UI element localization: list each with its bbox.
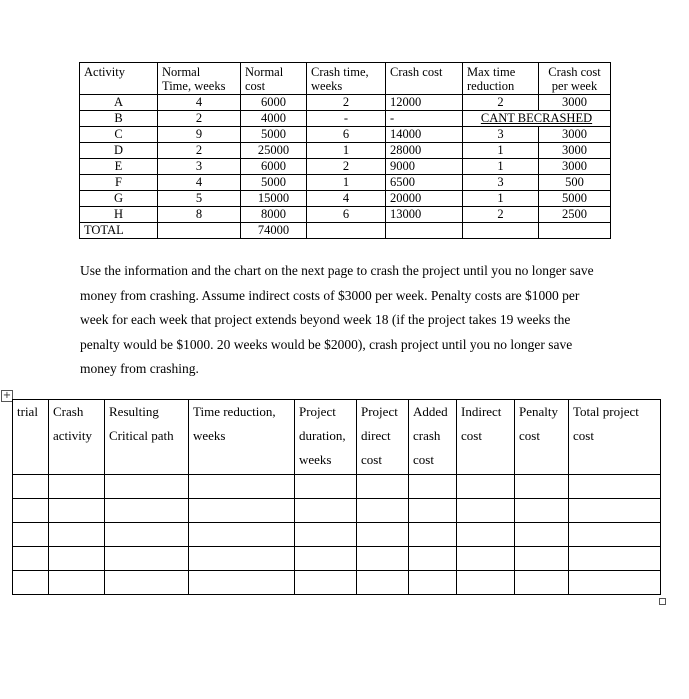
total-empty-cell [386, 223, 463, 239]
empty-cell[interactable] [357, 547, 409, 571]
empty-cell[interactable] [105, 523, 189, 547]
cell-activity: E [80, 159, 158, 175]
header-crash-cost: Crash cost [386, 63, 463, 95]
cell-crash-time: 2 [307, 95, 386, 111]
empty-cell[interactable] [189, 523, 295, 547]
header-row [80, 63, 611, 95]
cell-activity: B [80, 111, 158, 127]
instructions-line: Use the information and the chart on the next page to crash the project until you no longer save [80, 263, 594, 278]
empty-cell[interactable] [13, 547, 49, 571]
total-empty-cell [463, 223, 539, 239]
table-row [80, 111, 611, 127]
cell-cost-per-week: 500 [539, 175, 611, 191]
empty-cell[interactable] [357, 499, 409, 523]
header-cost-per-week: Crash cost per week [539, 63, 611, 95]
cell-max-reduction: 2 [463, 95, 539, 111]
header-crash-activity: Crash activity [49, 400, 105, 475]
empty-cell[interactable] [515, 475, 569, 499]
cell-activity: G [80, 191, 158, 207]
empty-table-row [13, 571, 661, 595]
empty-cell[interactable] [295, 475, 357, 499]
crash-analysis-table [12, 399, 661, 595]
header-normal-cost: Normal cost [241, 63, 307, 95]
empty-table-row [13, 523, 661, 547]
empty-table-row [13, 547, 661, 571]
cell-crash-cost: 20000 [386, 191, 463, 207]
header-trial: trial [13, 400, 49, 475]
cell-crash-time: 2 [307, 159, 386, 175]
resize-handle-icon[interactable] [659, 598, 666, 605]
cell-activity: A [80, 95, 158, 111]
header-crash-time: Crash time, weeks [307, 63, 386, 95]
cell-normal-cost: 25000 [241, 143, 307, 159]
empty-cell[interactable] [409, 475, 457, 499]
header-indirect-cost: Indirect cost [457, 400, 515, 475]
cell-crash-time: 1 [307, 175, 386, 191]
header-project-direct-cost: Project direct cost [357, 400, 409, 475]
cell-normal-time: 4 [158, 95, 241, 111]
cell-max-reduction: 3 [463, 175, 539, 191]
header-total-project-cost: Total project cost [569, 400, 661, 475]
instructions-paragraph [80, 259, 620, 382]
cell-crash-cost: 12000 [386, 95, 463, 111]
cell-activity: C [80, 127, 158, 143]
empty-cell[interactable] [409, 499, 457, 523]
total-label: TOTAL [80, 223, 158, 239]
empty-cell[interactable] [189, 571, 295, 595]
total-row [80, 223, 611, 239]
cell-normal-cost: 6000 [241, 159, 307, 175]
empty-cell[interactable] [295, 547, 357, 571]
cell-normal-time: 4 [158, 175, 241, 191]
empty-cell[interactable] [13, 571, 49, 595]
cell-crash-time: 6 [307, 127, 386, 143]
empty-cell[interactable] [569, 547, 661, 571]
header-time-reduction: Time reduction, weeks [189, 400, 295, 475]
cell-cost-per-week: 2500 [539, 207, 611, 223]
empty-cell[interactable] [569, 571, 661, 595]
cell-normal-time: 3 [158, 159, 241, 175]
empty-cell[interactable] [295, 499, 357, 523]
cell-activity: F [80, 175, 158, 191]
cell-cost-per-week: 3000 [539, 95, 611, 111]
header-normal-time: Normal Time, weeks [158, 63, 241, 95]
empty-cell[interactable] [105, 475, 189, 499]
cell-activity: D [80, 143, 158, 159]
empty-cell[interactable] [49, 499, 105, 523]
table-row [80, 159, 611, 175]
empty-cell[interactable] [357, 475, 409, 499]
cell-cost-per-week: 3000 [539, 159, 611, 175]
table-row [80, 175, 611, 191]
cant-crash-note: CANT BECRASHED [480, 111, 593, 125]
cell-cant-crash [463, 111, 611, 127]
table-row [80, 143, 611, 159]
empty-cell[interactable] [457, 547, 515, 571]
cell-max-reduction: 1 [463, 143, 539, 159]
empty-cell[interactable] [49, 523, 105, 547]
empty-cell[interactable] [457, 475, 515, 499]
cell-crash-time: - [307, 111, 386, 127]
cell-cost-per-week: 5000 [539, 191, 611, 207]
cell-cost-per-week: 3000 [539, 127, 611, 143]
instructions-line: money from crashing. [80, 361, 199, 376]
empty-cell[interactable] [49, 571, 105, 595]
total-empty-cell [307, 223, 386, 239]
empty-cell[interactable] [515, 571, 569, 595]
empty-cell[interactable] [569, 475, 661, 499]
empty-cell[interactable] [105, 499, 189, 523]
total-empty-cell [539, 223, 611, 239]
empty-cell[interactable] [515, 523, 569, 547]
total-normal-cost: 74000 [241, 223, 307, 239]
cell-max-reduction: 1 [463, 191, 539, 207]
empty-cell[interactable] [189, 475, 295, 499]
table-row [80, 95, 611, 111]
cell-crash-cost: 6500 [386, 175, 463, 191]
empty-cell[interactable] [105, 547, 189, 571]
crash-table-header-row [13, 400, 661, 475]
empty-cell[interactable] [515, 499, 569, 523]
move-icon[interactable]: + [2, 390, 12, 401]
cell-normal-time: 2 [158, 111, 241, 127]
cell-normal-cost: 6000 [241, 95, 307, 111]
empty-cell[interactable] [295, 523, 357, 547]
cell-normal-cost: 5000 [241, 127, 307, 143]
activity-cost-table [79, 62, 611, 239]
cell-crash-cost: - [386, 111, 463, 127]
cell-activity: H [80, 207, 158, 223]
cell-normal-time: 5 [158, 191, 241, 207]
cell-cost-per-week: 3000 [539, 143, 611, 159]
empty-cell[interactable] [49, 547, 105, 571]
empty-cell[interactable] [515, 547, 569, 571]
header-max-reduction: Max time reduction [463, 63, 539, 95]
total-empty-cell [158, 223, 241, 239]
instructions-line: week for each week that project extends beyond week 18 (if the project takes 19 weeks the [80, 312, 571, 327]
header-project-duration: Project duration, weeks [295, 400, 357, 475]
table-row [80, 127, 611, 143]
cell-normal-cost: 8000 [241, 207, 307, 223]
empty-cell[interactable] [569, 523, 661, 547]
empty-cell[interactable] [457, 523, 515, 547]
empty-cell[interactable] [409, 547, 457, 571]
cell-normal-cost: 15000 [241, 191, 307, 207]
header-critical-path: Resulting Critical path [105, 400, 189, 475]
empty-cell[interactable] [189, 547, 295, 571]
header-added-crash-cost: Added crash cost [409, 400, 457, 475]
empty-cell[interactable] [13, 475, 49, 499]
cell-crash-time: 1 [307, 143, 386, 159]
header-activity: Activity [80, 63, 158, 95]
empty-table-row [13, 475, 661, 499]
empty-cell[interactable] [569, 499, 661, 523]
empty-cell[interactable] [457, 499, 515, 523]
cell-max-reduction: 2 [463, 207, 539, 223]
cell-crash-cost: 13000 [386, 207, 463, 223]
cell-normal-cost: 5000 [241, 175, 307, 191]
empty-cell[interactable] [457, 571, 515, 595]
empty-cell[interactable] [357, 571, 409, 595]
empty-cell[interactable] [13, 523, 49, 547]
instructions-line: penalty would be $1000. 20 weeks would be $2000), crash project until you no longer save [80, 336, 573, 352]
table-row [80, 207, 611, 223]
header-penalty-cost: Penalty cost [515, 400, 569, 475]
cell-crash-time: 6 [307, 207, 386, 223]
cell-crash-cost: 14000 [386, 127, 463, 143]
cell-max-reduction: 3 [463, 127, 539, 143]
empty-cell[interactable] [409, 571, 457, 595]
cell-normal-time: 8 [158, 207, 241, 223]
empty-cell[interactable] [295, 571, 357, 595]
cell-normal-time: 2 [158, 143, 241, 159]
empty-cell[interactable] [189, 499, 295, 523]
empty-cell[interactable] [357, 523, 409, 547]
cell-crash-time: 4 [307, 191, 386, 207]
cell-normal-time: 9 [158, 127, 241, 143]
empty-table-row [13, 499, 661, 523]
cell-crash-cost: 9000 [386, 159, 463, 175]
instructions-line: money from crashing. Assume indirect costs of $3000 per week. Penalty costs are $1000 per [80, 287, 580, 303]
cell-max-reduction: 1 [463, 159, 539, 175]
table-row [80, 191, 611, 207]
cell-normal-cost: 4000 [241, 111, 307, 127]
empty-cell[interactable] [105, 571, 189, 595]
empty-cell[interactable] [13, 499, 49, 523]
empty-cell[interactable] [49, 475, 105, 499]
cell-crash-cost: 28000 [386, 143, 463, 159]
empty-cell[interactable] [409, 523, 457, 547]
